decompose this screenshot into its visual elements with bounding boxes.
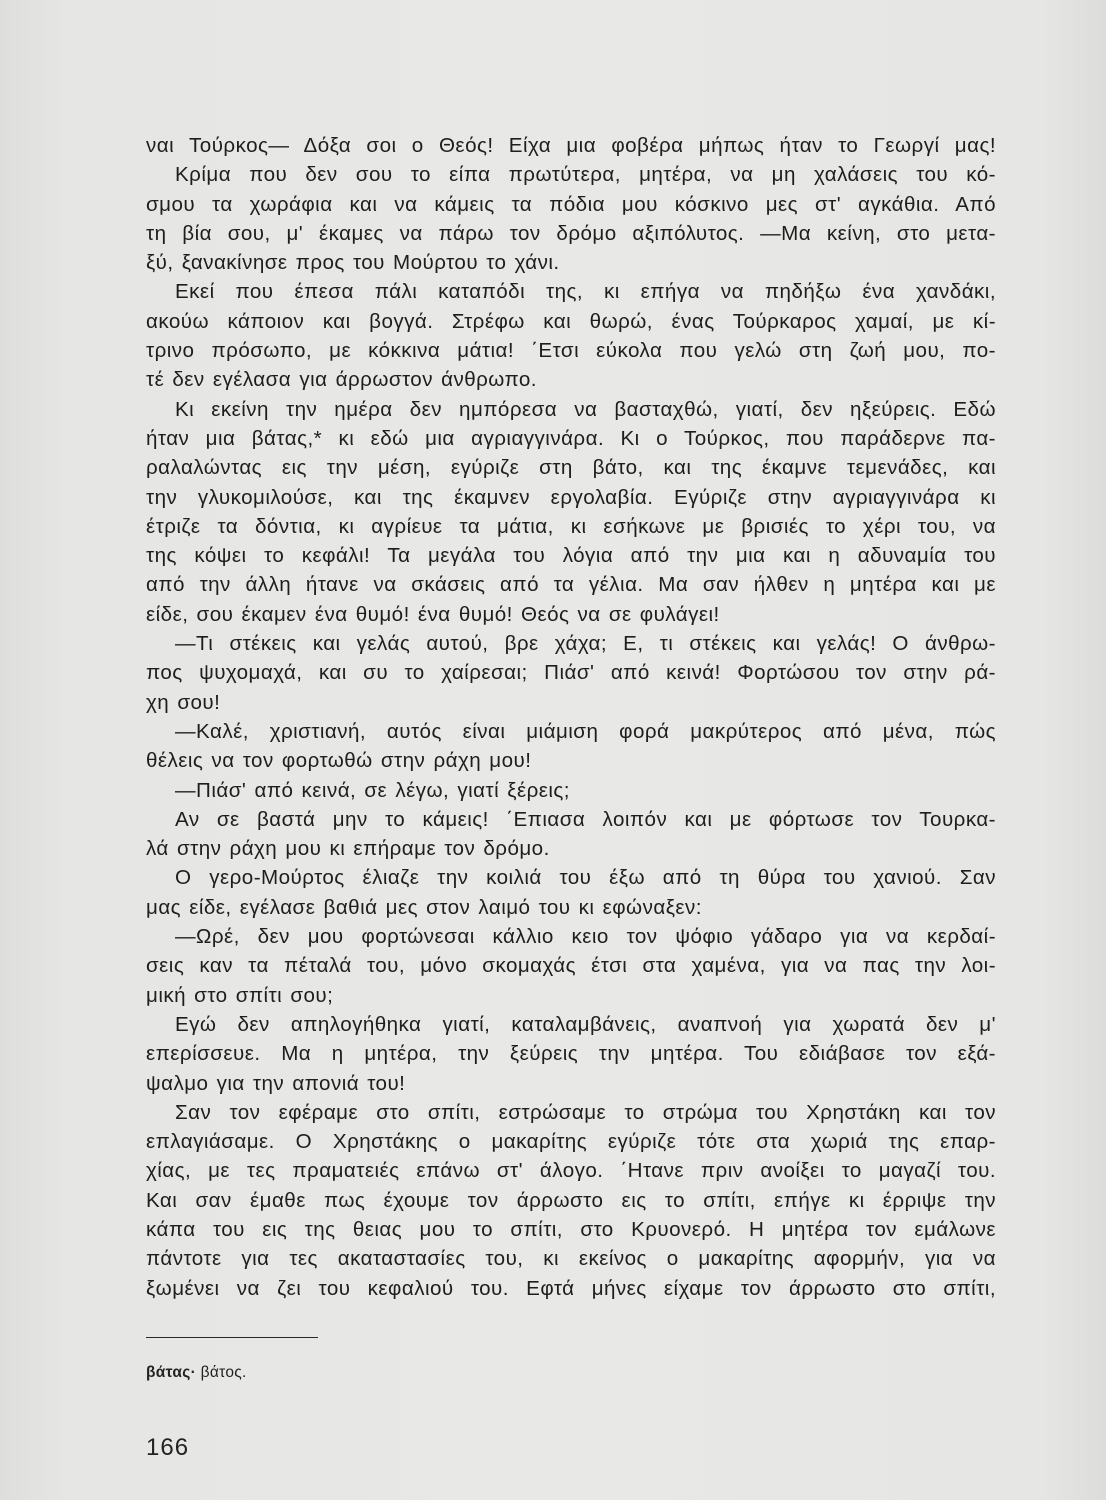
text-line: σμου τα χωράφια και να κάμεις τα πόδια μου κόσκινο μες στ' αγκάθια. Από (146, 192, 996, 216)
text-line: χίας, με τες πραματειές επάνω στ' άλογο. ΄Ητανε πριν ανοίξει το μαγαζί του. (146, 1159, 996, 1183)
text-line: τη βία σου, μ' έκαμες να πάρω τον δρόμο αξιπόλυτος. —Μα κείνη, στο μετα- (146, 221, 996, 245)
text-line: Σαν τον εφέραμε στο σπίτι, εστρώσαμε το στρώμα του Χρηστάκη και τον (175, 1100, 996, 1124)
text-line: χη σου! (146, 690, 221, 714)
text-line: Κι εκείνη την ημέρα δεν ημπόρεσα να βασταχθώ, γιατί, δεν ηξεύρεις. Εδώ (175, 397, 996, 421)
text-line: της κόψει το κεφάλι! Τα μεγάλα του λόγια από την μια και η αδυναμία του (146, 544, 996, 568)
text-line: από την άλλη ήτανε να σκάσεις από τα γέλια. Μα σαν ήλθεν η μητέρα και με (146, 573, 996, 597)
text-line: ξύ, ξανακίνησε προς του Μούρτου το χάνι. (146, 251, 560, 275)
footnote-definition: βάτος. (200, 1364, 247, 1381)
text-line: τρινο πρόσωπο, με κόκκινα μάτια! ΄Ετσι εύκολα που γελώ στη ζωή μου, πο- (146, 339, 996, 363)
text-line: Και σαν έμαθε πως έχουμε τον άρρωστο εις το σπίτι, επήγε κι έρριψε την (146, 1188, 996, 1212)
text-line: ναι Τούρκος— Δόξα σοι ο Θεός! Είχα μια φοβέρα μήπως ήταν το Γεωργί μας! (146, 134, 996, 157)
text-line: πάντοτε για τες ακαταστασίες του, κι εκείνος ο μακαρίτης αφορμήν, για να (146, 1247, 996, 1271)
text-line: σεις καν τα πέταλά του, μόνο σκομαχάς έτσι στα χαμένα, για να πας την λοι- (146, 954, 996, 978)
text-line: επερίσσευε. Μα η μητέρα, την ξεύρεις την μητέρα. Του εδιάβασε τον εξά- (146, 1042, 996, 1066)
text-line: —Ωρέ, δεν μου φορτώνεσαι κάλλιο κειο τον ψόφιο γάδαρο για να κερδαί- (175, 925, 996, 949)
text-line: έτριζε τα δόντια, κι αγρίευε τα μάτια, κι εσήκωνε με βρισιές το χέρι του, να (146, 514, 996, 538)
text-line: λά στην ράχη μου κι επήραμε τον δρόμο. (146, 837, 550, 861)
text-line: μας είδε, εγέλασε βαθιά μες στον λαιμό του κι εφώναξεν: (146, 895, 702, 919)
text-line: Εγώ δεν απηλογήθηκα γιατί, καταλαμβάνεις, αναπνοή για χωρατά δεν μ' (175, 1012, 996, 1036)
text-line: —Τι στέκεις και γελάς αυτού, βρε χάχα; Ε, τι στέκεις και γελάς! Ο άνθρω- (175, 632, 996, 656)
text-line: ξωμένει να ζει του κεφαλιού του. Εφτά μήνες είχαμε τον άρρωστο στο σπίτι, (146, 1276, 996, 1300)
text-line: —Καλέ, χριστιανή, αυτός είναι μιάμιση φορά μακρύτερος από μένα, πώς (175, 719, 996, 743)
text-line: —Πιάσ' από κεινά, σε λέγω, γιατί ξέρεις; (175, 778, 570, 802)
text-line: θέλεις να τον φορτωθώ στην ράχη μου! (146, 749, 532, 773)
text-line: την γλυκομιλούσε, και της έκαμνεν εργολαβία. Εγύριζε στην αγριαγγινάρα κι (146, 485, 996, 509)
text-line: επλαγιάσαμε. Ο Χρηστάκης ο μακαρίτης εγύριζε τότε στα χωριά της επαρ- (146, 1130, 996, 1154)
footnote-term: βάτας· (146, 1364, 197, 1381)
footnote-divider (146, 1337, 318, 1338)
text-line: ακούω κάποιον και βογγά. Στρέφω και θωρώ, ένας Τούρκαρος χαμαί, με κί- (146, 309, 996, 333)
footnote (146, 1364, 247, 1382)
text-line: μική στο σπίτι σου; (146, 983, 334, 1007)
body-text (146, 131, 996, 1303)
page-number: 166 (146, 1434, 190, 1461)
text-line: Ο γερο-Μούρτος έλιαζε την κοιλιά του έξω από τη θύρα του χανιού. Σαν (175, 866, 996, 890)
text-line: είδε, σου έκαμεν ένα θυμό! ένα θυμό! Θεός να σε φυλάγει! (146, 602, 720, 626)
text-line: Κρίμα που δεν σου το είπα πρωτύτερα, μητέρα, να μη χαλάσεις του κό- (175, 163, 996, 187)
text-line: ψαλμο για την απονιά του! (146, 1071, 406, 1095)
text-line: πος ψυχομαχά, και συ το χαίρεσαι; Πιάσ' από κεινά! Φορτώσου τον στην ρά- (146, 661, 996, 685)
text-line: ραλαλώντας εις την μέση, εγύριζε στη βάτο, και της έκαμνε τεμενάδες, και (146, 456, 996, 480)
text-line: κάπα του εις της θειας μου το σπίτι, στο Κρυονερό. Η μητέρα τον εμάλωνε (146, 1217, 996, 1241)
text-line: ήταν μια βάτας,* κι εδώ μια αγριαγγινάρα. Κι ο Τούρκος, που παράδερνε πα- (146, 426, 996, 450)
text-line: Εκεί που έπεσα πάλι καταπόδι της, κι επήγα να πηδήξω ένα χανδάκι, (175, 280, 996, 304)
text-line: τέ δεν εγέλασα για άρρωστον άνθρωπο. (146, 368, 537, 392)
text-line: Αν σε βαστά μην το κάμεις! ΄Επιασα λοιπόν και με φόρτωσε τον Τουρκα- (175, 807, 996, 831)
